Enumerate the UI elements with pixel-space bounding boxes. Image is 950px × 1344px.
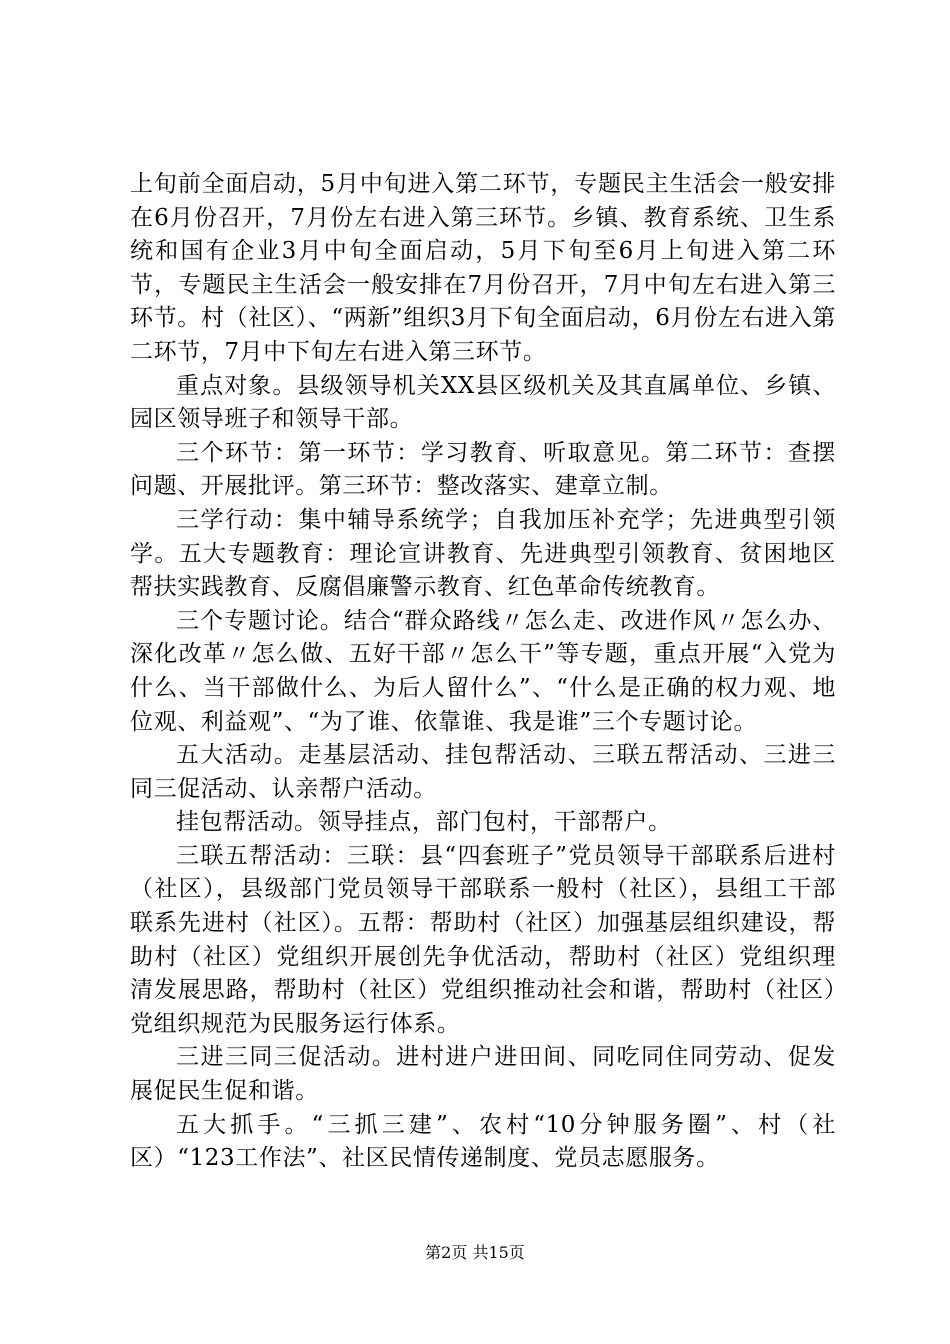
paragraph-five-levers: 五大抓手。“三抓三建”、农村“10分钟服务圈”、村（社区）“123工作法”、社区民情传递制度、党员志愿服务。 xyxy=(130,1111,836,1172)
paragraph-schedule: 上旬前全面启动，5月中旬进入第二环节，专题民主生活会一般安排在6月份召开，7月份左右进入第三环节。乡镇、教育系统、卫生系统和国有企业3月中旬全面启动，5月下旬至6月上旬进入第二环节，专题民主生活会一般安排在7月份召开，7月中旬左右进入第三环节。村（社区）、“两新”组织3月下旬全面启动，6月份左右进入第二环节，7月中下旬左右进入第三环节。 xyxy=(130,171,836,365)
paragraph-three-links-five-helps: 三联五帮活动：三联：县“四套班子”党员领导干部联系后进村（社区），县级部门党员领导干部联系一般村（社区），县组工干部联系先进村（社区）。五帮：帮助村（社区）加强基层组织建设，帮助村（社区）党组织开展创先争优活动，帮助村（社区）党组织理清发展思路，帮助村（社区）党组织推动社会和谐，帮助村（社区）党组织规范为民服务运行体系。 xyxy=(130,842,836,1037)
paragraph-five-activities: 五大活动。走基层活动、挂包帮活动、三联五帮活动、三进三同三促活动、认亲帮户活动。 xyxy=(130,742,836,802)
paragraph-three-visits: 三进三同三促活动。进村进户进田间、同吃同住同劳动、促发展促民生促和谐。 xyxy=(130,1044,836,1105)
paragraph-three-learning-actions: 三学行动：集中辅导系统学；自我加压补充学；先进典型引领学。五大专题教育：理论宣讲教育、先进典型引领教育、贫困地区帮扶实践教育、反腐倡廉警示教育、红色革命传统教育。 xyxy=(130,506,836,601)
page-number-footer: 第2页 共15页 xyxy=(425,1243,525,1262)
document-body xyxy=(130,168,836,1176)
paragraph-three-topic-discussions: 三个专题讨论。结合“群众路线〃怎么走、改进作风〃怎么办、深化改革〃怎么做、五好干部〃怎么干”等专题，重点开展“入党为什么、当干部做什么、为后人留什么”、“什么是正确的权力观、地位观、利益观”、“为了谁、依靠谁、我是谁”三个专题讨论。 xyxy=(130,607,836,735)
paragraph-three-stages: 三个环节：第一环节：学习教育、听取意见。第二环节：查摆问题、开展批评。第三环节：整改落实、建章立制。 xyxy=(130,439,836,500)
paragraph-guabaobang: 挂包帮活动。领导挂点，部门包村，干部帮户。 xyxy=(176,809,672,836)
paragraph-key-targets: 重点对象。县级领导机关XX县区级机关及其直属单位、乡镇、园区领导班子和领导干部。 xyxy=(130,372,836,433)
